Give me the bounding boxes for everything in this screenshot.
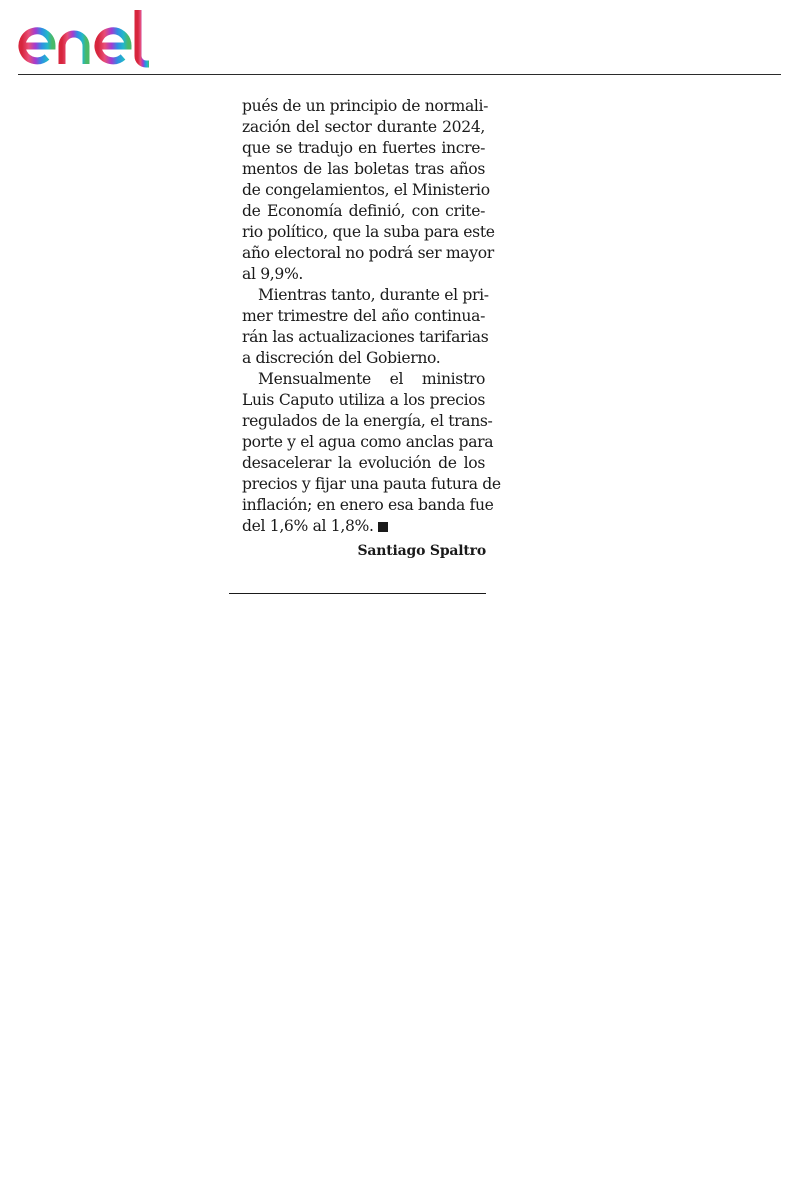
article-line: mer trimestre del año continua- (242, 307, 485, 325)
article-line: que se tradujo en fuertes incre- (242, 139, 485, 157)
article-line: rio político, que la suba para este (242, 223, 495, 241)
news-clipping (229, 92, 501, 594)
article-line: regulados de la energía, el trans- (242, 412, 493, 430)
article-line: mentos de las boletas tras años (242, 160, 485, 178)
article-line: precios y fijar una pauta futura de (242, 475, 501, 493)
article-line: Luis Caputo utiliza a los precios (242, 391, 485, 409)
article-last-line (242, 516, 485, 537)
article-line: de Economía definió, con crite- (242, 202, 485, 220)
header-divider (18, 74, 781, 75)
article-line: al 9,9%. (242, 265, 304, 283)
article-line: año electoral no podrá ser mayor (242, 244, 494, 262)
article-line: zación del sector durante 2024, (242, 118, 485, 136)
article-line: rán las actualizaciones tarifarias (242, 328, 489, 346)
article-line: desacelerar la evolución de los (242, 454, 485, 472)
end-of-article-mark (378, 522, 388, 532)
article-line: a discreción del Gobierno. (242, 349, 441, 367)
article-line: porte y el agua como anclas para (242, 433, 494, 451)
article-line-text: del 1,6% al 1,8%. (242, 517, 374, 535)
article-line: Mientras tanto, durante el pri- (258, 286, 489, 304)
author-byline: Santiago Spaltro (357, 543, 486, 559)
article-line: inflación; en enero esa banda fue (242, 496, 494, 514)
article-line: de congelamientos, el Ministerio (242, 181, 490, 199)
enel-logo (18, 8, 170, 68)
article-column (242, 96, 501, 537)
article-line: Mensualmente el ministro (258, 370, 485, 388)
article-line: pués de un principio de normali- (242, 97, 489, 115)
